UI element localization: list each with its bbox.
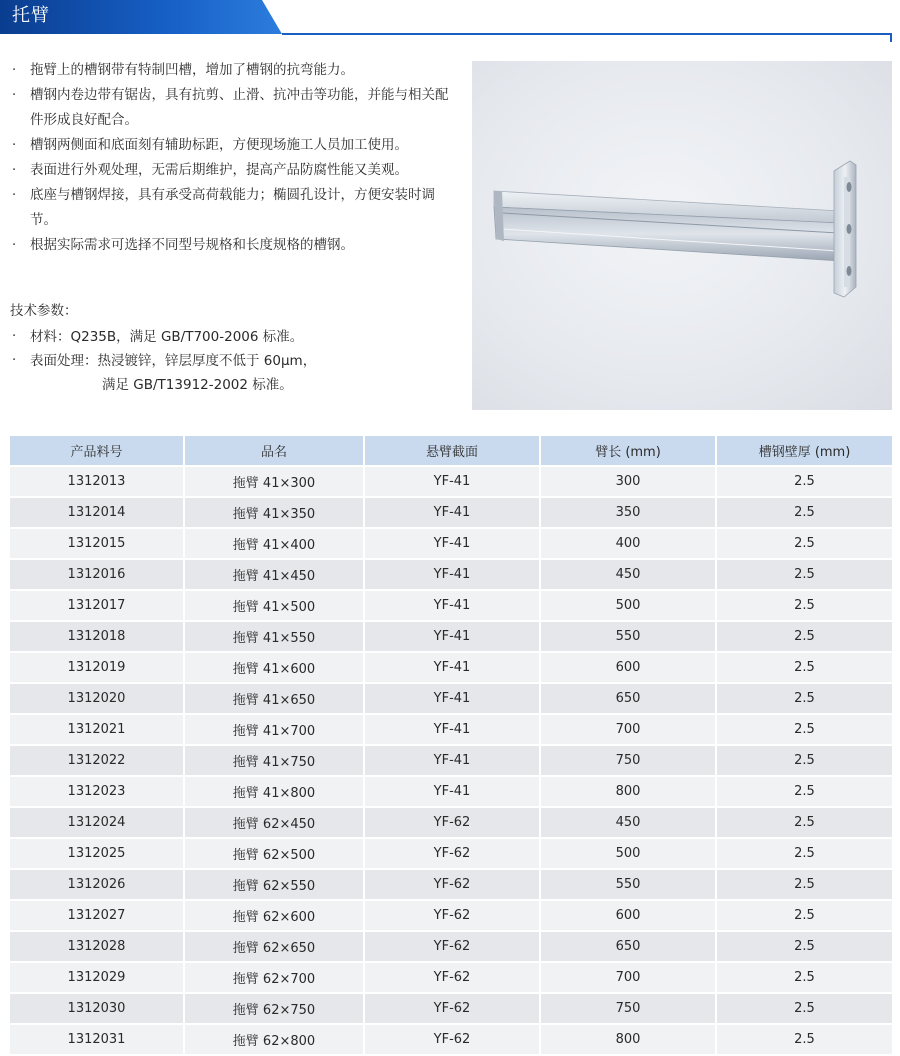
cell-part-no: 1312019 bbox=[10, 652, 184, 683]
cell-arm-length: 400 bbox=[540, 528, 716, 559]
cell-name: 拖臂 41×650 bbox=[184, 683, 364, 714]
table-row bbox=[10, 931, 892, 962]
table-row bbox=[10, 714, 892, 745]
col-header-name: 品名 bbox=[184, 436, 364, 466]
product-image bbox=[472, 61, 892, 410]
cell-wall-thickness: 2.5 bbox=[716, 621, 892, 652]
cell-section: YF-41 bbox=[364, 590, 540, 621]
cell-section: YF-62 bbox=[364, 838, 540, 869]
cell-name: 拖臂 41×600 bbox=[184, 652, 364, 683]
table-row bbox=[10, 807, 892, 838]
cell-wall-thickness: 2.5 bbox=[716, 807, 892, 838]
cell-part-no: 1312016 bbox=[10, 559, 184, 590]
cell-part-no: 1312025 bbox=[10, 838, 184, 869]
table-row bbox=[10, 1024, 892, 1055]
cell-wall-thickness: 2.5 bbox=[716, 714, 892, 745]
cell-section: YF-62 bbox=[364, 869, 540, 900]
cell-arm-length: 750 bbox=[540, 993, 716, 1024]
cell-name: 拖臂 62×450 bbox=[184, 807, 364, 838]
feature-text: 拖臂上的槽钢带有特制凹槽，增加了槽钢的抗弯能力。 bbox=[30, 62, 354, 78]
cell-part-no: 1312014 bbox=[10, 497, 184, 528]
cell-arm-length: 350 bbox=[540, 497, 716, 528]
cell-name: 拖臂 41×300 bbox=[184, 466, 364, 497]
cell-part-no: 1312021 bbox=[10, 714, 184, 745]
feature-item bbox=[10, 58, 450, 83]
cell-part-no: 1312026 bbox=[10, 869, 184, 900]
cell-part-no: 1312020 bbox=[10, 683, 184, 714]
section-title: 托臂 bbox=[12, 5, 50, 26]
feature-text: 槽钢内卷边带有锯齿，具有抗剪、止滑、抗冲击等功能，并能与相关配件形成良好配合。 bbox=[30, 87, 449, 128]
table-row bbox=[10, 776, 892, 807]
cell-part-no: 1312017 bbox=[10, 590, 184, 621]
feature-text: 根据实际需求可选择不同型号规格和长度规格的槽钢。 bbox=[30, 237, 354, 253]
bullet-icon: · bbox=[12, 238, 17, 253]
param-surface bbox=[10, 349, 450, 373]
cell-name: 拖臂 62×800 bbox=[184, 1024, 364, 1055]
table-row bbox=[10, 497, 892, 528]
table-row bbox=[10, 900, 892, 931]
tech-params-list bbox=[10, 325, 450, 397]
cell-arm-length: 700 bbox=[540, 714, 716, 745]
param-surface-cont-text: 满足 GB/T13912-2002 标准。 bbox=[102, 377, 293, 393]
param-surface-continued bbox=[10, 373, 450, 397]
cell-name: 拖臂 41×550 bbox=[184, 621, 364, 652]
table-row bbox=[10, 869, 892, 900]
bullet-icon: · bbox=[12, 138, 17, 153]
table-row bbox=[10, 559, 892, 590]
cell-part-no: 1312022 bbox=[10, 745, 184, 776]
table-row bbox=[10, 683, 892, 714]
cell-arm-length: 600 bbox=[540, 900, 716, 931]
table-row bbox=[10, 745, 892, 776]
param-material bbox=[10, 325, 450, 349]
cell-section: YF-41 bbox=[364, 776, 540, 807]
cell-section: YF-41 bbox=[364, 714, 540, 745]
product-spec-table bbox=[10, 436, 892, 1056]
cell-wall-thickness: 2.5 bbox=[716, 776, 892, 807]
col-header-part-no: 产品料号 bbox=[10, 436, 184, 466]
cell-wall-thickness: 2.5 bbox=[716, 900, 892, 931]
cell-section: YF-41 bbox=[364, 559, 540, 590]
cell-name: 拖臂 41×400 bbox=[184, 528, 364, 559]
cell-part-no: 1312023 bbox=[10, 776, 184, 807]
cell-arm-length: 600 bbox=[540, 652, 716, 683]
section-header bbox=[0, 0, 900, 40]
cell-section: YF-41 bbox=[364, 683, 540, 714]
cell-arm-length: 500 bbox=[540, 838, 716, 869]
bullet-icon: · bbox=[12, 163, 17, 178]
feature-text: 槽钢两侧面和底面刻有辅助标距，方便现场施工人员加工使用。 bbox=[30, 137, 408, 153]
cell-arm-length: 800 bbox=[540, 1024, 716, 1055]
cell-part-no: 1312031 bbox=[10, 1024, 184, 1055]
cell-section: YF-62 bbox=[364, 962, 540, 993]
cell-section: YF-62 bbox=[364, 993, 540, 1024]
cell-arm-length: 650 bbox=[540, 931, 716, 962]
cell-part-no: 1312024 bbox=[10, 807, 184, 838]
cell-arm-length: 550 bbox=[540, 621, 716, 652]
cell-section: YF-41 bbox=[364, 466, 540, 497]
cell-wall-thickness: 2.5 bbox=[716, 652, 892, 683]
feature-item bbox=[10, 233, 450, 258]
cell-wall-thickness: 2.5 bbox=[716, 590, 892, 621]
col-header-section: 悬臂截面 bbox=[364, 436, 540, 466]
cell-part-no: 1312013 bbox=[10, 466, 184, 497]
table-row bbox=[10, 652, 892, 683]
cell-section: YF-62 bbox=[364, 807, 540, 838]
table-row bbox=[10, 466, 892, 497]
cell-name: 拖臂 62×700 bbox=[184, 962, 364, 993]
cell-wall-thickness: 2.5 bbox=[716, 869, 892, 900]
cell-wall-thickness: 2.5 bbox=[716, 962, 892, 993]
cell-wall-thickness: 2.5 bbox=[716, 466, 892, 497]
cell-wall-thickness: 2.5 bbox=[716, 931, 892, 962]
cell-section: YF-41 bbox=[364, 745, 540, 776]
cell-name: 拖臂 62×750 bbox=[184, 993, 364, 1024]
feature-item bbox=[10, 158, 450, 183]
cell-part-no: 1312029 bbox=[10, 962, 184, 993]
cell-part-no: 1312028 bbox=[10, 931, 184, 962]
cell-name: 拖臂 41×450 bbox=[184, 559, 364, 590]
cell-arm-length: 650 bbox=[540, 683, 716, 714]
feature-item bbox=[10, 183, 450, 233]
cell-section: YF-62 bbox=[364, 900, 540, 931]
cell-arm-length: 450 bbox=[540, 559, 716, 590]
cell-part-no: 1312030 bbox=[10, 993, 184, 1024]
table-row bbox=[10, 590, 892, 621]
cell-wall-thickness: 2.5 bbox=[716, 683, 892, 714]
cell-wall-thickness: 2.5 bbox=[716, 559, 892, 590]
cell-section: YF-41 bbox=[364, 497, 540, 528]
cell-wall-thickness: 2.5 bbox=[716, 993, 892, 1024]
cell-name: 拖臂 41×750 bbox=[184, 745, 364, 776]
feature-text: 表面进行外观处理，无需后期维护，提高产品防腐性能又美观。 bbox=[30, 162, 408, 178]
table-row bbox=[10, 621, 892, 652]
feature-item bbox=[10, 133, 450, 158]
cell-name: 拖臂 62×500 bbox=[184, 838, 364, 869]
cell-section: YF-41 bbox=[364, 621, 540, 652]
cell-part-no: 1312027 bbox=[10, 900, 184, 931]
cell-name: 拖臂 41×700 bbox=[184, 714, 364, 745]
cell-name: 拖臂 41×800 bbox=[184, 776, 364, 807]
cell-arm-length: 700 bbox=[540, 962, 716, 993]
cell-wall-thickness: 2.5 bbox=[716, 1024, 892, 1055]
cell-wall-thickness: 2.5 bbox=[716, 497, 892, 528]
param-surface-text: 表面处理：热浸镀锌，锌层厚度不低于 60μm， bbox=[30, 353, 317, 369]
cell-name: 拖臂 41×350 bbox=[184, 497, 364, 528]
cell-arm-length: 550 bbox=[540, 869, 716, 900]
feature-list bbox=[10, 58, 450, 258]
bullet-icon: · bbox=[12, 63, 17, 78]
table-row bbox=[10, 962, 892, 993]
bullet-icon: · bbox=[12, 329, 17, 344]
table-row bbox=[10, 838, 892, 869]
col-header-wall-thickness: 槽钢壁厚 (mm) bbox=[716, 436, 892, 466]
cell-part-no: 1312018 bbox=[10, 621, 184, 652]
cell-arm-length: 750 bbox=[540, 745, 716, 776]
cell-name: 拖臂 62×550 bbox=[184, 869, 364, 900]
cell-wall-thickness: 2.5 bbox=[716, 528, 892, 559]
cell-section: YF-62 bbox=[364, 1024, 540, 1055]
bullet-icon: · bbox=[12, 188, 17, 203]
cell-part-no: 1312015 bbox=[10, 528, 184, 559]
cell-arm-length: 500 bbox=[540, 590, 716, 621]
cell-section: YF-41 bbox=[364, 652, 540, 683]
cell-arm-length: 300 bbox=[540, 466, 716, 497]
cell-wall-thickness: 2.5 bbox=[716, 838, 892, 869]
bullet-icon: · bbox=[12, 353, 17, 368]
table-row bbox=[10, 993, 892, 1024]
table-row bbox=[10, 528, 892, 559]
cell-name: 拖臂 62×600 bbox=[184, 900, 364, 931]
header-rule bbox=[282, 33, 892, 35]
param-material-text: 材料：Q235B，满足 GB/T700-2006 标准。 bbox=[30, 329, 304, 345]
tech-params-title: 技术参数： bbox=[10, 303, 78, 319]
cell-arm-length: 800 bbox=[540, 776, 716, 807]
feature-text: 底座与槽钢焊接，具有承受高荷载能力；椭圆孔设计，方便安装时调节。 bbox=[30, 187, 435, 228]
bullet-icon: · bbox=[12, 88, 17, 103]
header-rule-tick bbox=[890, 33, 892, 42]
feature-item bbox=[10, 83, 450, 133]
cantilever-arm-illustration bbox=[472, 61, 892, 410]
cell-name: 拖臂 41×500 bbox=[184, 590, 364, 621]
table-header-row bbox=[10, 436, 892, 466]
cell-name: 拖臂 62×650 bbox=[184, 931, 364, 962]
cell-arm-length: 450 bbox=[540, 807, 716, 838]
col-header-arm-length: 臂长 (mm) bbox=[540, 436, 716, 466]
cell-section: YF-41 bbox=[364, 528, 540, 559]
cell-section: YF-62 bbox=[364, 931, 540, 962]
cell-wall-thickness: 2.5 bbox=[716, 745, 892, 776]
